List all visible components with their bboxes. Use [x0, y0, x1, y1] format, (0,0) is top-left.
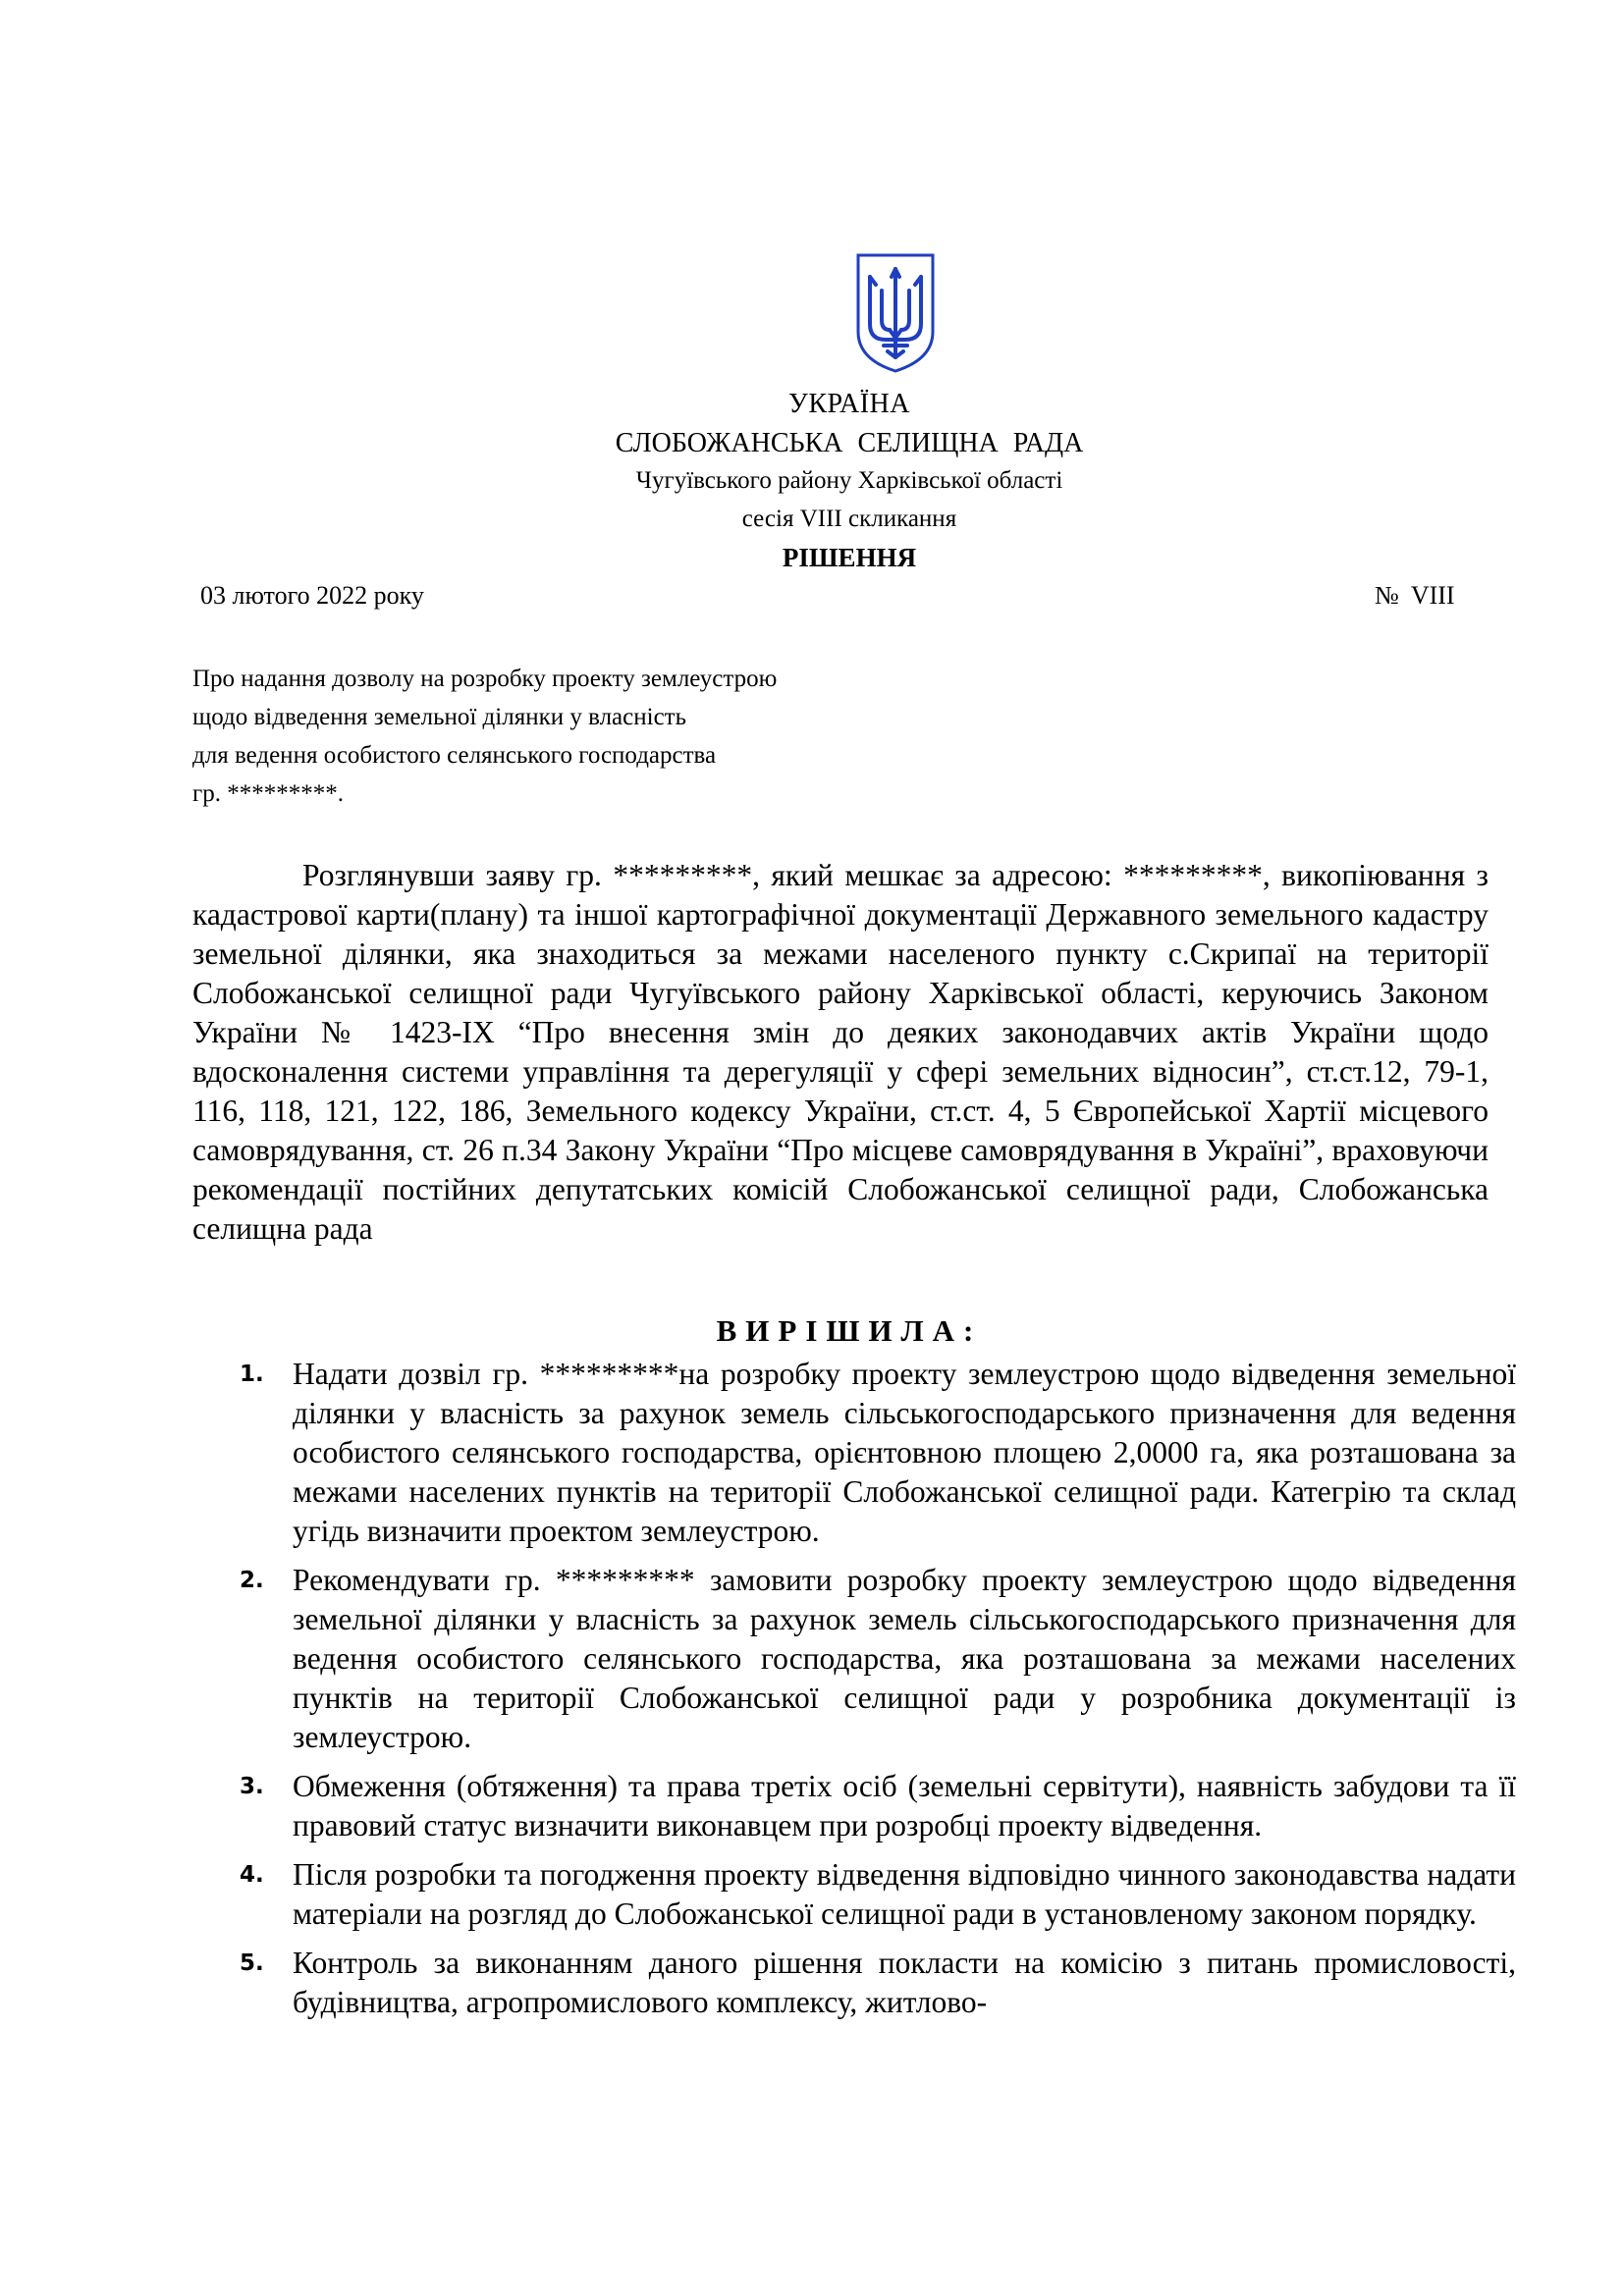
item-text: Обмеження (обтяження) та права третіх осіб (земельні сервітути), наявність забудови та її правовий статус визначити виконавцем при розробці проекту відведення. — [293, 1769, 1516, 1842]
trident-coat-of-arms-icon — [854, 251, 937, 375]
country-heading: УКРАЇНА — [788, 389, 910, 419]
list-item — [240, 1561, 1516, 1757]
document-type-heading: РІШЕННЯ — [782, 543, 917, 572]
subject-line: Про надання дозволу на розробку проекту землеустрою — [192, 666, 778, 692]
subject-line: гр. *********. — [192, 780, 345, 807]
list-item — [240, 1767, 1516, 1845]
district-heading: Чугуївського району Харківської області — [635, 467, 1063, 494]
list-item — [240, 1355, 1516, 1551]
item-number: 4. — [240, 1862, 264, 1888]
decision-number: № VIII — [1375, 581, 1455, 610]
resolved-heading: ВИРІШИЛА: — [716, 1313, 983, 1348]
list-item — [240, 1944, 1516, 2022]
item-number: 1. — [240, 1362, 264, 1387]
item-text: Рекомендувати гр. ********* замовити розробку проекту землеустрою щодо відведення земельної ділянки у власність за рахунок земель сільськогосподарського призначення для ведення особистого селянського господарства, яка розташована за межами населених пунктів на території Слобожанської селищної ради у розробника документації із землеустрою. — [293, 1563, 1516, 1754]
item-text: Контроль за виконанням даного рішення покласти на комісію з питань промисловості, будівництва, агропромислового комплексу, житлово- — [293, 1946, 1516, 2019]
list-item — [240, 1855, 1516, 1934]
item-number: 5. — [240, 1950, 264, 1976]
item-number: 2. — [240, 1568, 264, 1593]
resolution-items-list — [240, 1355, 1516, 2032]
preamble-paragraph: Розглянувши заяву гр. *********, який мешкає за адресою: *********, викопіювання з кадастрової карти(плану) та іншої картографічної документації Державного земельного кадастру земельної ділянки, яка знаходиться за межами населеного пункту с.Скрипаї на території Слобожанської селищної ради Чугуївського району Харківської області, керуючись Законом України № 1423-IX “Про внесення змін до деяких законодавчих актів України щодо вдосконалення системи управління та дерегуляції у сфері земельних відносин”, ст.ст.12, 79-1, 116, 118, 121, 122, 186, Земельного кодексу України, ст.ст. 4, 5 Європейської Хартії місцевого самоврядування, ст. 26 п.34 Закону України “Про місцеве самоврядування в Україні”, враховуючи рекомендації постійних депутатських комісій Слобожанської селищної ради, Слобожанська селищна рада — [192, 858, 1489, 1246]
decision-date: 03 лютого 2022 року — [200, 581, 424, 610]
item-number: 3. — [240, 1774, 264, 1799]
subject-line: щодо відведення земельної ділянки у власність — [192, 704, 686, 730]
council-heading: СЛОБОЖАНСЬКА СЕЛИЩНА РАДА — [615, 428, 1084, 458]
decision-subject — [192, 660, 978, 813]
session-heading: сесія VIII скликання — [741, 506, 957, 532]
item-text: Після розробки та погодження проекту відведення відповідно чинного законодавства надати матеріали на розгляд до Слобожанської селищної ради в установленому законом порядку. — [293, 1857, 1516, 1931]
item-text: Надати дозвіл гр. *********на розробку проекту землеустрою щодо відведення земельної ділянки у власність за рахунок земель сільськогосподарського призначення для ведення особистого селянського господарства, орієнтовною площею 2,0000 га, яка розташована за межами населених пунктів на території Слобожанської селищної ради. Категрію та склад угідь визначити проектом землеустрою. — [293, 1357, 1516, 1548]
subject-line: для ведення особистого селянського господарства — [192, 742, 717, 769]
